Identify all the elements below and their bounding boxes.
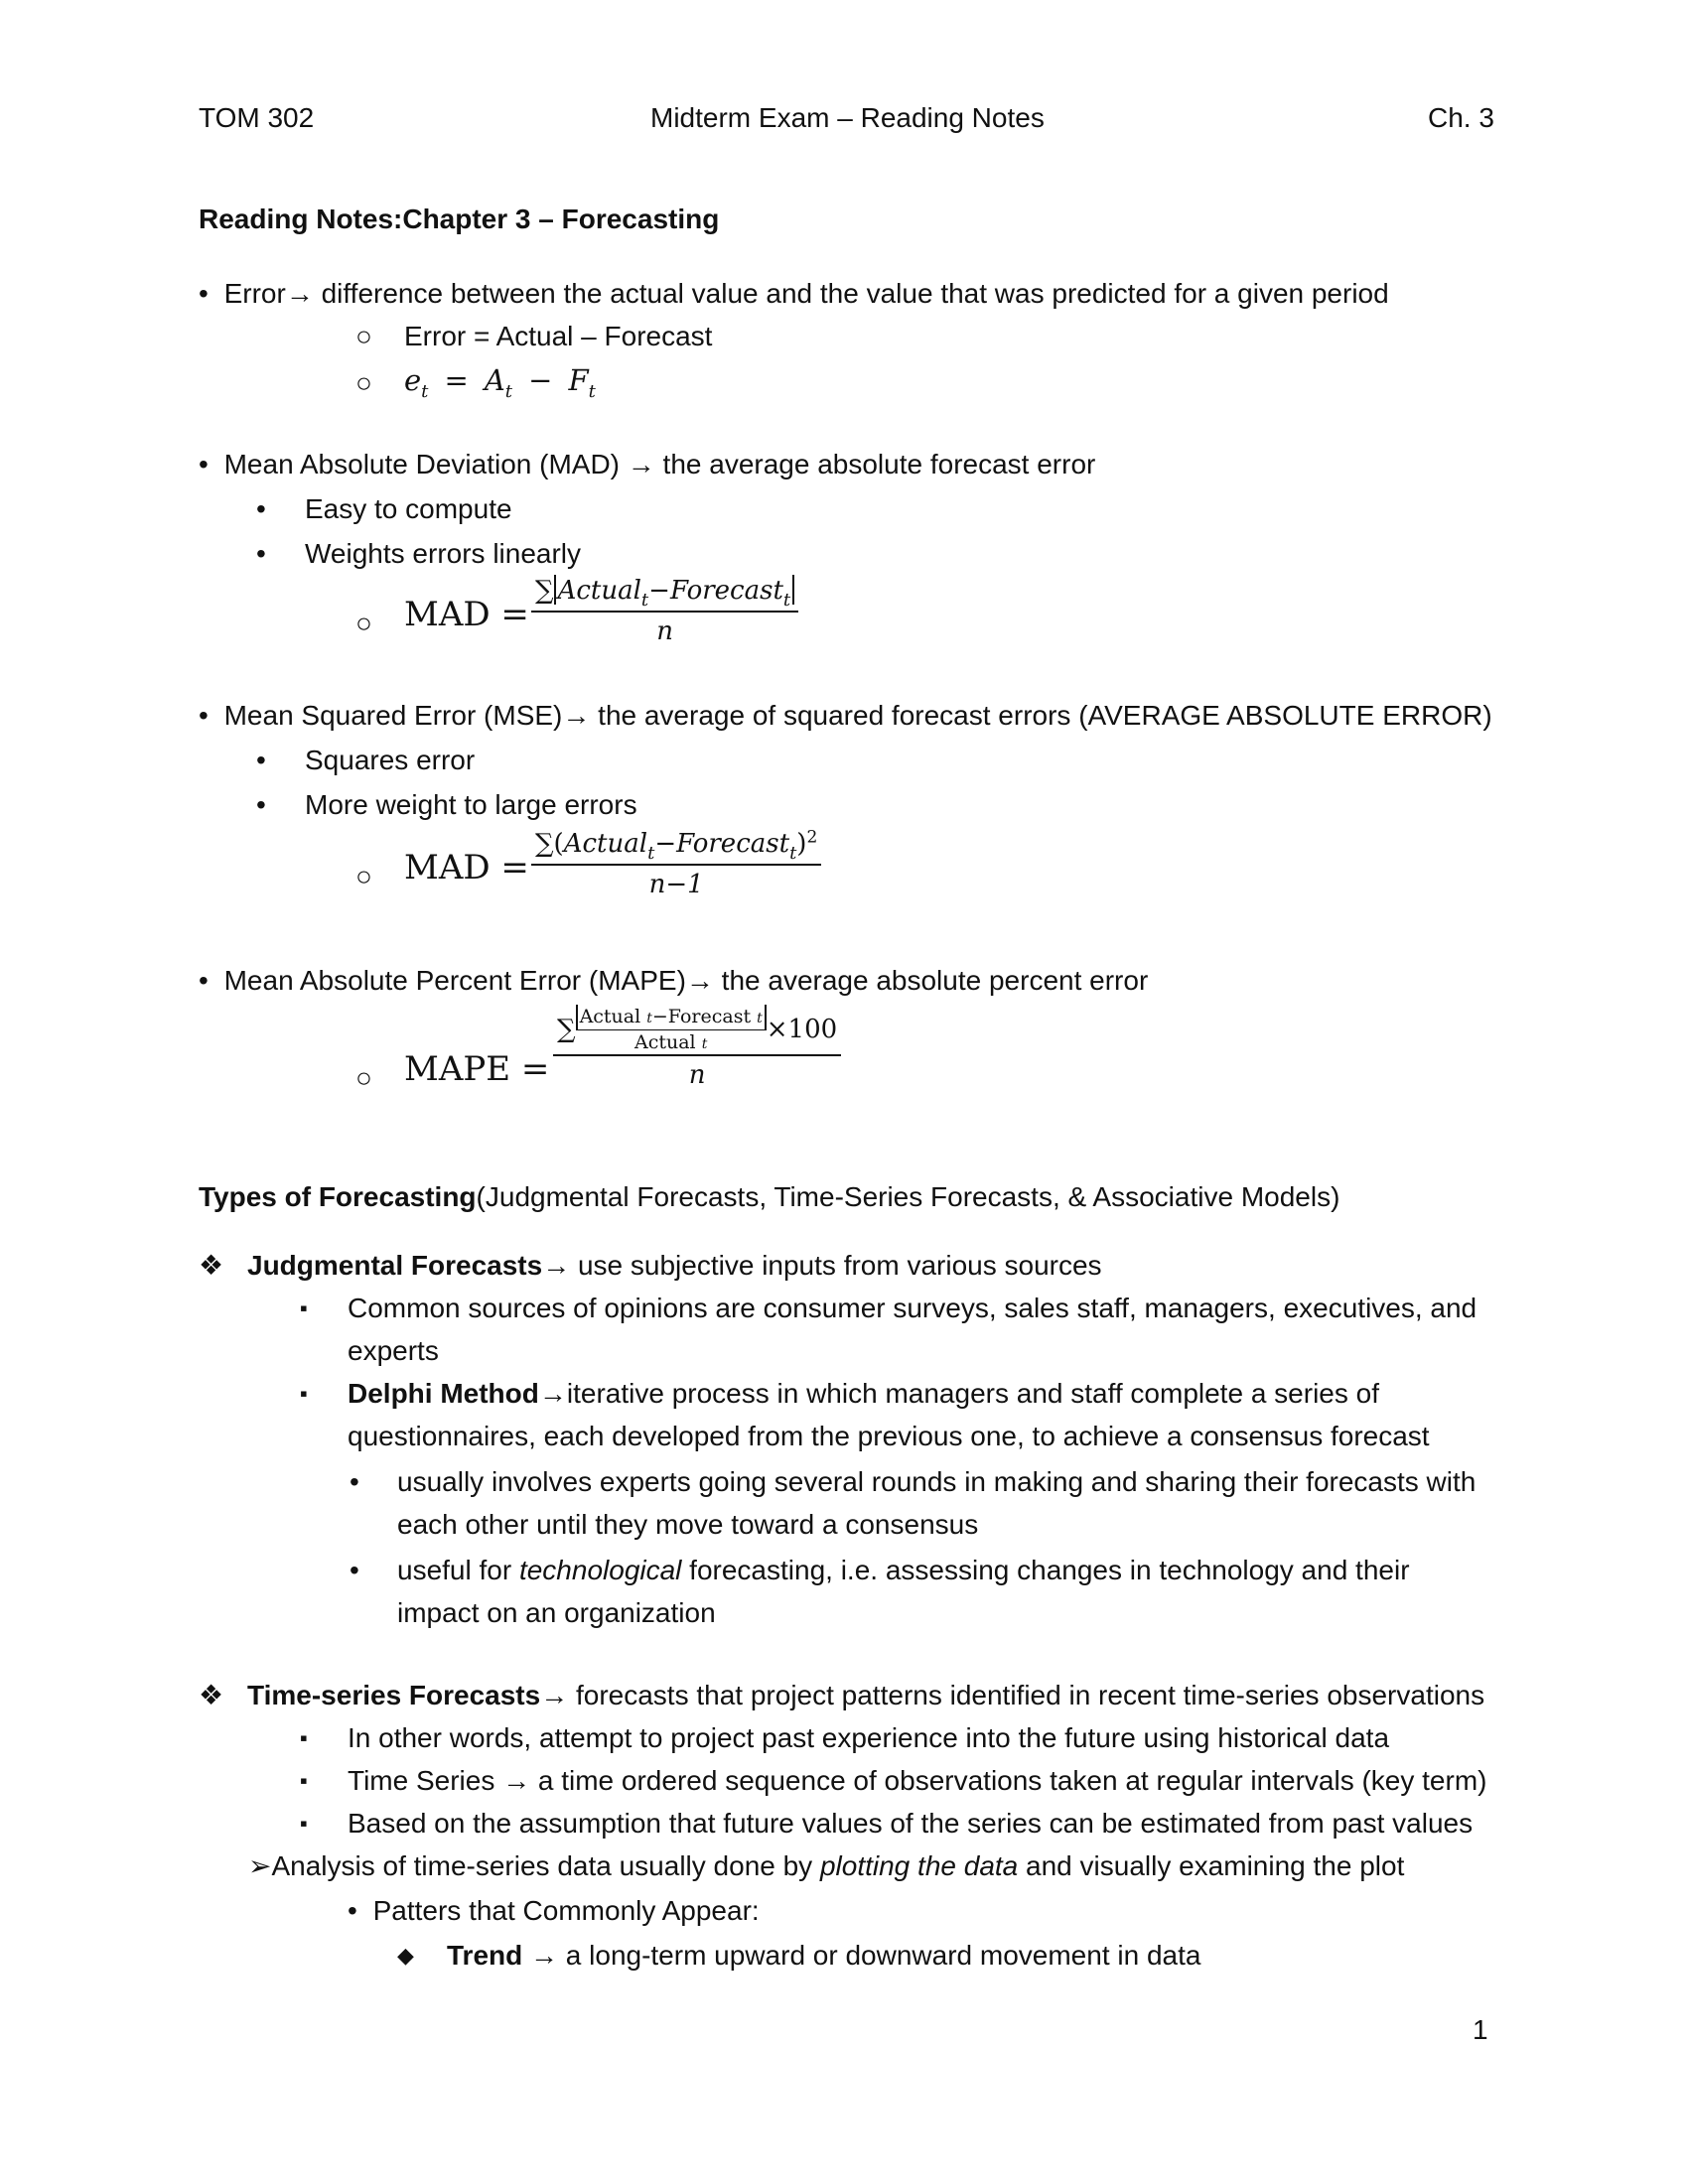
timeseries-term: Time-series Forecasts→ (247, 1680, 569, 1710)
error-formula-math (404, 359, 596, 404)
math-minus: − (528, 363, 553, 397)
math-e: e (404, 363, 422, 397)
mse-point: Squares error (305, 745, 476, 775)
trend-term: Trend (447, 1940, 523, 1971)
types-title: Types of Forecasting (199, 1181, 477, 1212)
mse-lhs: MAD = (404, 848, 529, 887)
square-bullet-icon: ▪ (300, 1811, 308, 1836)
square-bullet-icon: ▪ (300, 1725, 308, 1750)
math-f: F (568, 363, 589, 397)
num-forecast: Forecast (676, 829, 790, 859)
timeseries-analysis (248, 1845, 1404, 1887)
mse-fraction (531, 824, 821, 904)
mape-sub-bullet-icon: ○ (355, 1062, 372, 1093)
math-sub: t (647, 843, 655, 864)
error-sub-bullet-icon: ○ (355, 367, 372, 398)
patterns-heading: Patters that Commonly Appear: (372, 1895, 760, 1926)
bullet-icon: • (256, 789, 266, 820)
num-actual: Actual (563, 829, 648, 859)
patterns-item (348, 1890, 760, 1932)
mad-lhs: MAD = (404, 595, 529, 634)
bullet-icon: • (350, 1466, 359, 1497)
mse-sub-bullet-icon: ○ (355, 861, 372, 891)
trend-definition: → a long-term upward or downward movement in data (522, 1940, 1201, 1971)
num-close: ) (796, 829, 807, 859)
header-title: Midterm Exam – Reading Notes (650, 102, 1045, 133)
error-term: Error→ (223, 278, 314, 309)
square-bullet-icon: ▪ (300, 1768, 308, 1793)
timeseries-item (247, 1675, 1484, 1716)
mad-fraction (531, 571, 798, 651)
delphi-sub1-l1: usually involves experts going several rounds in making and sharing their forecasts with (397, 1466, 1477, 1497)
math-sub: t (421, 381, 429, 402)
inner-minus-forecast: −Forecast (651, 1006, 752, 1027)
math-eq: = (444, 363, 469, 397)
math-sub: t (504, 381, 513, 402)
delphi-sub2-a: useful for (397, 1555, 519, 1585)
timeseries-p1: In other words, attempt to project past experience into the future using historical data (348, 1722, 1390, 1753)
math-sub: t (789, 843, 797, 864)
types-subtitle: (Judgmental Forecasts, Time-Series Forecasts, & Associative Models) (476, 1181, 1340, 1212)
num-exponent: 2 (806, 827, 818, 848)
clover-bullet-icon: ❖ (199, 1680, 224, 1710)
trend-item (447, 1935, 1200, 1977)
error-definition: difference between the actual value and the value that was predicted for a given period (313, 278, 1389, 309)
square-bullet-icon: ▪ (300, 1296, 308, 1320)
types-heading (199, 1176, 1339, 1218)
delphi-sub2-b: forecasting, i.e. assessing changes in technology and their (681, 1555, 1410, 1585)
num-minus: − (648, 576, 670, 606)
delphi-sub2-italic: technological (518, 1555, 682, 1585)
mape-fraction (553, 1005, 841, 1095)
error-item (199, 273, 1389, 315)
fraction-numerator (531, 571, 798, 611)
mse-heading: Mean Squared Error (MSE)→ the average of squared forecast errors (AVERAGE ABSOLUTE ERROR) (223, 700, 1492, 731)
sigma-symbol: ∑( (535, 829, 564, 859)
timeseries-p3: Based on the assumption that future values of the series can be estimated from past values (348, 1808, 1474, 1839)
error-formula-text: Error = Actual – Forecast (404, 321, 713, 351)
mad-item (199, 444, 1095, 485)
mse-point: More weight to large errors (305, 789, 637, 820)
mse-item (199, 695, 1492, 737)
fraction-numerator (553, 1005, 841, 1054)
mad-point: Easy to compute (305, 493, 512, 524)
fraction-numerator (531, 824, 821, 864)
arrow-bullet-icon: ➢ (248, 1850, 272, 1881)
bullet-icon: • (256, 493, 266, 524)
analysis-b: and visually examining the plot (1018, 1850, 1405, 1881)
mape-item (199, 960, 1148, 1002)
delphi-sub1-l2: each other until they move toward a consensus (397, 1509, 979, 1540)
num-minus: − (654, 829, 677, 859)
math-a: A (484, 363, 505, 397)
delphi-l1 (348, 1373, 1379, 1415)
delphi-sub2-l1 (397, 1550, 1410, 1591)
inner-den-actual: Actual (634, 1030, 696, 1053)
header-course: TOM 302 (199, 102, 315, 133)
analysis-a: Analysis of time-series data usually done by (271, 1850, 820, 1881)
bullet-icon: • (199, 278, 209, 309)
inner-actual: Actual (579, 1006, 641, 1027)
fraction-denominator: n−1 (648, 870, 704, 899)
bullet-icon: • (199, 965, 209, 996)
square-bullet-icon: ▪ (300, 1381, 308, 1406)
timeseries-p2: Time Series → a time ordered sequence of observations taken at regular intervals (key term) (348, 1765, 1487, 1796)
delphi-sub2-l2: impact on an organization (397, 1597, 716, 1628)
times-100: ×100 (766, 1014, 838, 1044)
mad-point: Weights errors linearly (305, 538, 582, 569)
bullet-icon: • (199, 700, 209, 731)
delphi-term: Delphi Method→ (348, 1378, 567, 1409)
judgmental-definition: use subjective inputs from various sources (570, 1250, 1102, 1281)
math-sub: t (646, 1011, 652, 1026)
mad-heading: Mean Absolute Deviation (MAD) → the average absolute forecast error (223, 449, 1096, 479)
analysis-italic: plotting the data (819, 1850, 1019, 1881)
bullet-icon: • (256, 745, 266, 775)
mape-lhs: MAPE = (404, 1049, 550, 1089)
fraction-denominator: n (688, 1060, 706, 1091)
clover-bullet-icon: ❖ (199, 1250, 224, 1281)
bullet-icon: • (348, 1895, 357, 1926)
num-forecast: Forecast (669, 576, 783, 606)
bullet-icon: • (350, 1555, 359, 1585)
bullet-icon: • (256, 538, 266, 569)
delphi-l2: questionnaires, each developed from the previous one, to achieve a consensus forecast (348, 1421, 1430, 1451)
sigma-symbol: ∑ (557, 1014, 576, 1044)
math-sub: t (588, 381, 596, 402)
sigma-symbol: ∑ (535, 576, 554, 606)
mad-sub-bullet-icon: ○ (355, 608, 372, 638)
num-actual: Actual (557, 576, 641, 606)
judgmental-sources-l1: Common sources of opinions are consumer surveys, sales staff, managers, executives, and (348, 1293, 1477, 1323)
math-sub: t (757, 1011, 763, 1026)
math-sub: t (701, 1035, 708, 1052)
diamond-bullet-icon: ◆ (397, 1943, 414, 1968)
page-number: 1 (1473, 2014, 1488, 2045)
error-sub-bullet-icon: ○ (355, 321, 372, 351)
inner-fraction (576, 1005, 767, 1054)
section-title: Reading Notes:Chapter 3 – Forecasting (199, 204, 720, 234)
header-chapter: Ch. 3 (1428, 102, 1494, 133)
judgmental-item (247, 1245, 1102, 1287)
judgmental-sources-l2: experts (348, 1335, 439, 1366)
fraction-denominator: n (656, 616, 673, 646)
math-sub: t (640, 590, 649, 611)
delphi-definition: iterative process in which managers and staff complete a series of (566, 1378, 1379, 1409)
mape-heading: Mean Absolute Percent Error (MAPE)→ the average absolute percent error (223, 965, 1149, 996)
judgmental-term: Judgmental Forecasts→ (247, 1250, 571, 1281)
bullet-icon: • (199, 449, 209, 479)
timeseries-definition: forecasts that project patterns identified in recent time-series observations (568, 1680, 1485, 1710)
math-sub: t (782, 590, 791, 611)
